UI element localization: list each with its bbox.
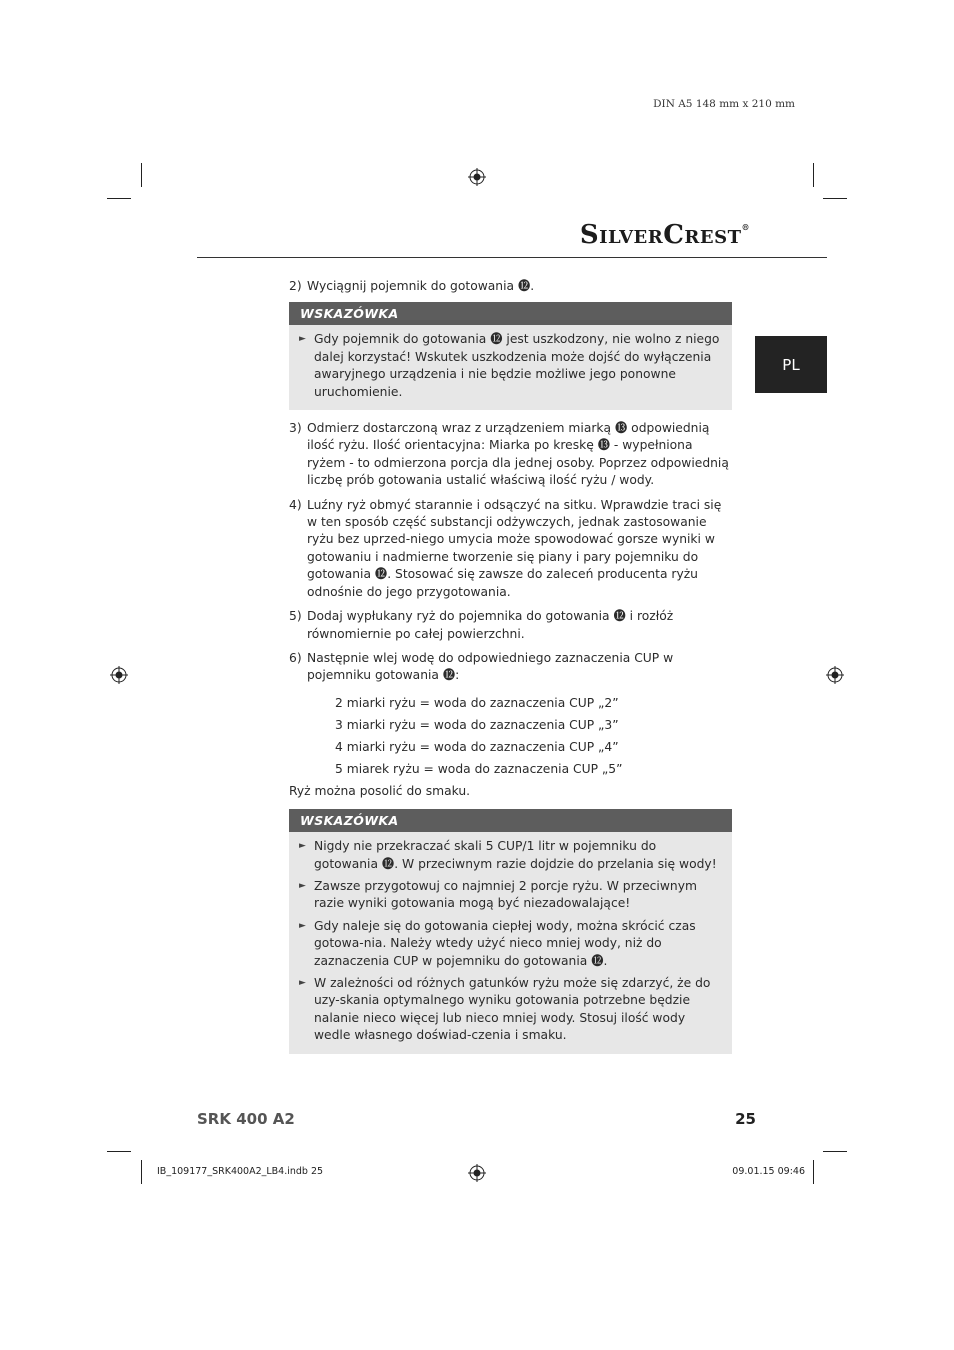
crop-mark (141, 1160, 142, 1184)
crop-mark (107, 198, 131, 199)
main-content (289, 278, 732, 1064)
step-5 (289, 608, 732, 643)
arrow-bullet-icon: ► (299, 334, 306, 345)
step-6 (289, 650, 732, 685)
crop-mark (823, 198, 847, 199)
step-text: Wyciągnij pojemnik do gotowania ⓬. (307, 279, 535, 293)
step-text: Odmierz dostarczoną wraz z urządzeniem miarką ⓭ odpowiednią ilość ryżu. Ilość orientacyjna: Miarka po kreskę ⓭ - wypełniona ryżem - to odmierzona porcja dla jednej osoby. Poprzez odpowiednią liczbę prób gotowania ustalić właściwą ilość ryżu / wody. (307, 421, 729, 488)
model-number: SRK 400 A2 (197, 1110, 295, 1128)
ratio-line: 4 miarki ryżu = woda do zaznaczenia CUP „4” (335, 739, 619, 754)
arrow-bullet-icon: ► (299, 841, 306, 852)
print-timestamp: 09.01.15 09:46 (732, 1166, 805, 1177)
step-number: 4) (289, 497, 302, 512)
arrow-bullet-icon: ► (299, 977, 306, 988)
registration-mark-icon (826, 666, 844, 684)
note-bullet (299, 838, 722, 873)
step-number: 6) (289, 650, 302, 665)
step-number: 5) (289, 609, 302, 624)
step-number: 3) (289, 421, 302, 436)
header-rule (197, 257, 827, 258)
registration-mark-icon (468, 1164, 486, 1182)
step-2 (289, 278, 732, 295)
file-slug: IB_109177_SRK400A2_LB4.indb 25 (157, 1166, 324, 1177)
crop-mark (823, 1151, 847, 1152)
registration-mark-icon (468, 168, 486, 186)
arrow-bullet-icon: ► (299, 920, 306, 931)
step-text: Dodaj wypłukany ryż do pojemnika do gotowania ⓬ i rozłóż równomiernie po całej powierzchni. (307, 609, 674, 641)
language-tab: PL (755, 336, 827, 393)
ratio-line: 5 miarek ryżu = woda do zaznaczenia CUP „5” (335, 761, 623, 776)
salt-note: Ryż można posolić do smaku. (289, 783, 471, 798)
crop-mark (141, 163, 142, 187)
note-bullet (299, 331, 722, 401)
ratio-line: 2 miarki ryżu = woda do zaznaczenia CUP „2” (335, 695, 619, 710)
crop-mark (813, 163, 814, 187)
registration-mark-icon (110, 666, 128, 684)
crop-mark (813, 1160, 814, 1184)
note-box (289, 809, 732, 1053)
note-text: W zależności od różnych gatunków ryżu może się zdarzyć, że do uzy-skania optymalnego wyniku gotowania potrzebne będzie nalanie nieco więcej lub nieco mniej wody. Stosuj ilość wody wedle własnego doświad-czenia i smaku. (314, 975, 711, 1043)
step-text: Następnie wlej wodę do odpowiedniego zaznaczenia CUP w pojemniku gotowania ⓬: (307, 650, 674, 683)
note-bullet (299, 878, 722, 913)
note-heading: WSKAZÓWKA (289, 302, 732, 325)
brand-logo: SILVERCREST® (579, 220, 750, 250)
step-text: Luźny ryż obmyć starannie i odsączyć na sitku. Wprawdzie traci się w ten sposób część substancji odżywczych, jednak zastosowanie ryżu bez uprzed-niego umycia może spowodować gorsze wyniki w gotowaniu i nadmierne tworzenie się piany i pary pojemniku do gotowania ⓬. Stosować się zawsze do zaleceń producenta ryżu odnośnie do jego przygotowania. (307, 497, 722, 599)
note-text: Gdy naleje się do gotowania ciepłej wody, można skrócić czas gotowa-nia. Należy wtedy użyć nieco mniej wody, niż do zaznaczenia CUP w pojemniku do gotowania ⓬. (314, 918, 696, 968)
note-heading: WSKAZÓWKA (289, 809, 732, 832)
crop-mark (107, 1151, 131, 1152)
note-text: Zawsze przygotowuj co najmniej 2 porcje ryżu. W przeciwnym razie wyniki gotowania mogą być niezadowalające! (314, 878, 697, 911)
rice-water-ratios (289, 692, 732, 780)
ratio-line: 3 miarki ryżu = woda do zaznaczenia CUP „3” (335, 717, 619, 732)
page-number: 25 (735, 1110, 756, 1128)
note-bullet (299, 918, 722, 970)
note-text: Nigdy nie przekraczać skali 5 CUP/1 litr w pojemniku do gotowania ⓬. W przeciwnym razie dojdzie do przelania się wody! (314, 839, 717, 871)
din-format-label: DIN A5 148 mm x 210 mm (653, 98, 795, 110)
note-text: Gdy pojemnik do gotowania ⓬ jest uszkodzony, nie wolno z niego dalej korzystać! Wskutek uszkodzenia może dojść do wyłączenia awaryjnego urządzenia i nie będzie możliwe jego ponowne uruchomienie. (314, 332, 720, 399)
step-number: 2) (289, 279, 302, 293)
step-3 (289, 420, 732, 490)
note-box (289, 302, 732, 410)
note-bullet (299, 975, 722, 1045)
step-4 (289, 497, 732, 601)
arrow-bullet-icon: ► (299, 880, 306, 891)
